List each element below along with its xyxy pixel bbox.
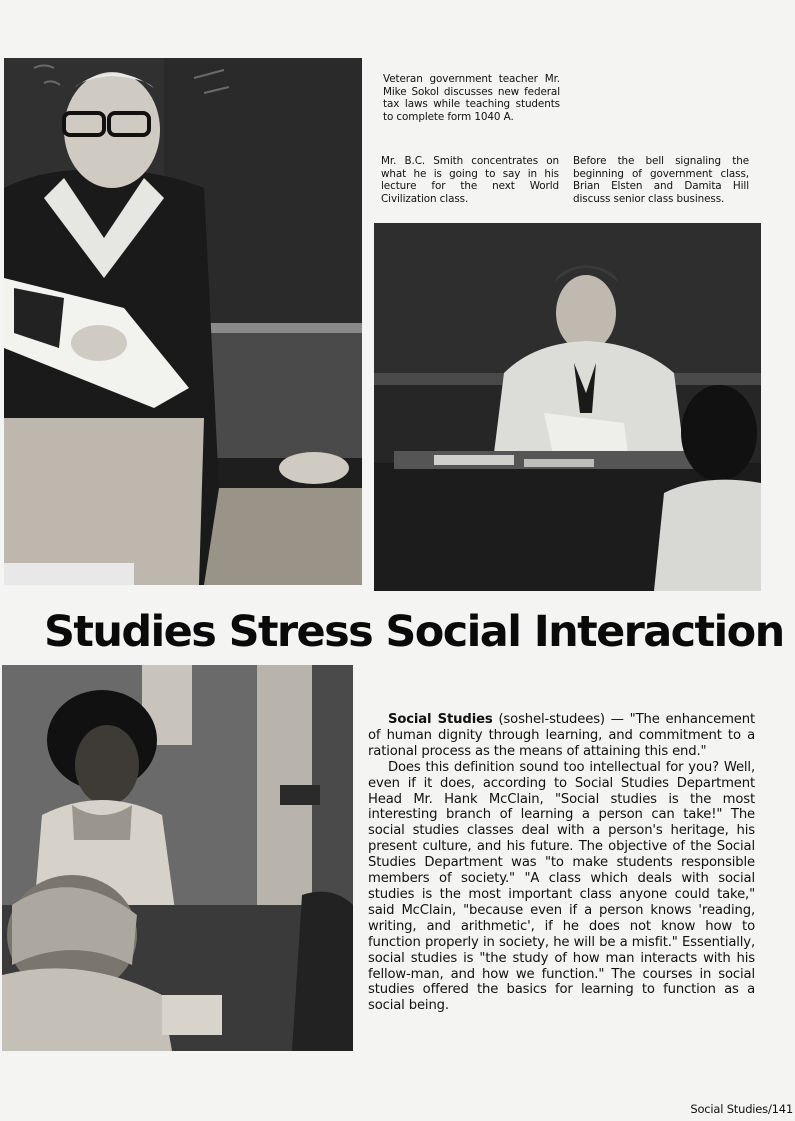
caption-elsten-hill: Before the bell signaling the beginning of government class, Brian Elsten and Damita Hill discuss senior class business.	[573, 155, 749, 205]
lead-term: Social Studies	[388, 712, 493, 727]
article-paragraph-1	[368, 712, 755, 760]
photo-teacher-sokol	[4, 58, 362, 585]
article-paragraph-2: Does this definition sound too intellectual for you? Well, even if it does, according to Social Studies Department Head Mr. Hank McClain, "Social studies is the most interesting branch of learning a person can take!" The social studies classes deal with a person's heritage, his present culture, and his future. The objective of the Social Studies Department was "to make students responsible members of society." "A class which deals with social studies is the most important class anyone could take," said McClain, "because even if a person knows 'reading, writing, and arithmetic', if he does not know how to function properly in society, he will be a misfit." Essentially, social studies is "the study of how man interacts with his fellow-man, and how we function." The courses in social studies offered the basics for learning to function as a social being.	[368, 759, 755, 1014]
definition-text: (soshel-studees) — "The enhancement of human dignity through learning, and commitment to a rational process as the means of attaining this end."	[368, 712, 755, 759]
photo-teacher-smith	[374, 223, 761, 591]
article-body	[368, 712, 755, 1014]
page-folio: Social Studies/141	[690, 1102, 793, 1116]
caption-smith: Mr. B.C. Smith concentrates on what he is going to say in his lecture for the next World Civilization class.	[381, 155, 559, 205]
photo-students-elsten-hill	[2, 665, 353, 1051]
caption-sokol: Veteran government teacher Mr. Mike Sokol discusses new federal tax laws while teaching students to complete form 1040 A.	[383, 73, 560, 123]
headline: Studies Stress Social Interaction	[44, 607, 784, 657]
